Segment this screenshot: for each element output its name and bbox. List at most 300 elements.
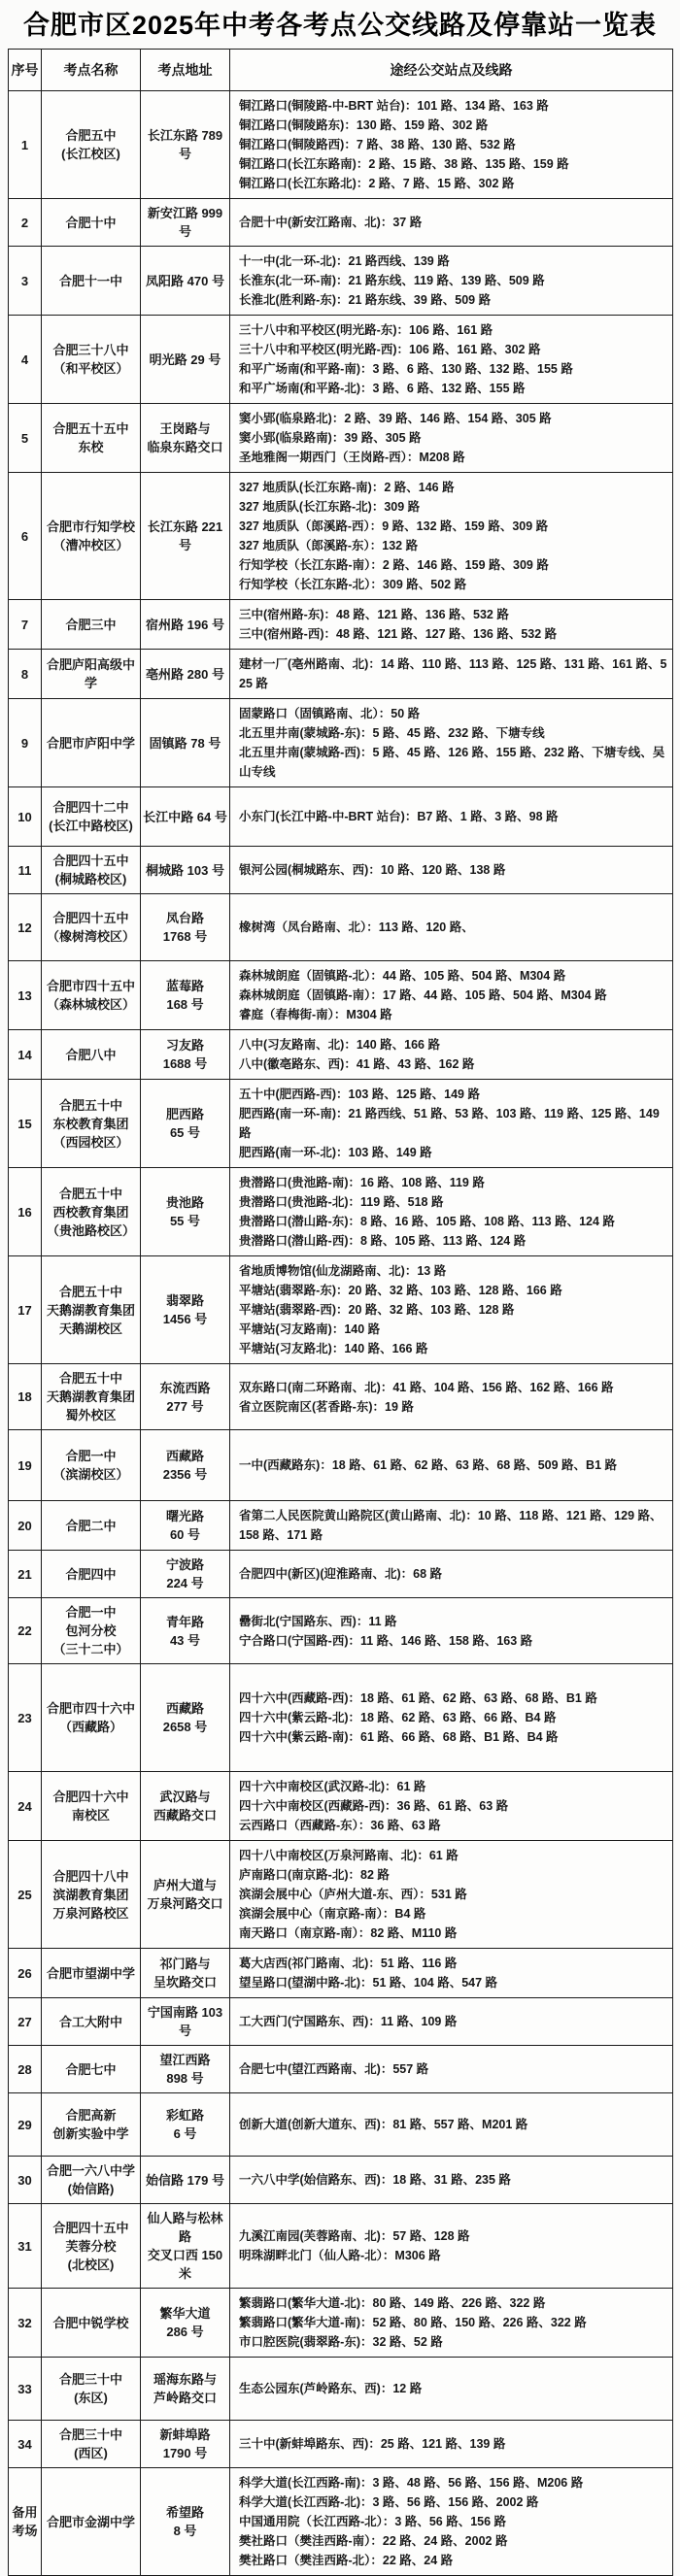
- site-name: [42, 2358, 141, 2421]
- cell-line: 277 号: [166, 1398, 204, 1414]
- row-number: [9, 1598, 42, 1664]
- page-title: 合肥市区2025年中考各考点公交线路及停靠站一览表: [22, 11, 658, 40]
- cell-line: 28: [17, 2061, 32, 2077]
- cell-line: 168 号: [166, 997, 204, 1013]
- table-row: [9, 1080, 673, 1168]
- cell-line: 交叉口西 150 米: [147, 2248, 223, 2282]
- cell-line: 创新实验中学: [52, 2126, 129, 2142]
- routes-cell: [230, 2358, 673, 2421]
- cell-line: (始信路): [67, 2182, 115, 2197]
- cell-line: 武汉路与: [159, 1790, 211, 1805]
- site-address: [141, 2358, 230, 2421]
- cell-line: 16: [17, 1204, 32, 1220]
- route-line: 贵潜路口(贵池路-南)：16 路、108 路、119 路: [239, 1176, 485, 1190]
- route-line: 三十中(新蚌埠路东、西)：25 路、121 路、139 路: [239, 2437, 506, 2452]
- route-line: 宁合路口(宁国路-西)：11 路、146 路、158 路、163 路: [239, 1633, 533, 1648]
- table-row: [9, 1430, 673, 1501]
- route-line: 银河公园(桐城路东、西)：10 路、120 路、138 路: [239, 863, 506, 878]
- route-line: 科学大道(长江西路-南)：3 路、48 路、56 路、156 路、M206 路: [239, 2476, 584, 2491]
- cell-line: 蜀外校区: [65, 1408, 117, 1423]
- routes-cell: [230, 600, 673, 650]
- site-name: [42, 2093, 141, 2157]
- cell-line: 繁华大道: [159, 2306, 211, 2322]
- cell-line: （森林城校区）: [46, 997, 135, 1013]
- cell-line: 合肥十中: [65, 215, 117, 230]
- cell-line: 合肥一中: [65, 1605, 117, 1621]
- table-row: [9, 2358, 673, 2421]
- cell-line: 合肥三十中: [58, 2427, 122, 2443]
- routes-cell: [230, 2093, 673, 2157]
- row-number: [9, 894, 42, 961]
- route-line: 三十八中和平校区(明光路-西)：106 路、161 路、302 路: [239, 343, 541, 357]
- table-row: [9, 1772, 673, 1841]
- cell-line: 长江东路 221 号: [147, 519, 223, 553]
- cell-line: 东流西路: [159, 1380, 211, 1395]
- site-address: [141, 2421, 230, 2468]
- route-line: 和平广场南(和平路-北)：3 路、6 路、132 路、155 路: [239, 382, 526, 396]
- table-row: [9, 2204, 673, 2289]
- site-name: [42, 650, 141, 699]
- cell-line: 13: [17, 987, 32, 1003]
- route-line: 创新大道(创新大道东、西)：81 路、557 路、M201 路: [239, 2118, 528, 2132]
- cell-line: 桐城路 103 号: [146, 862, 224, 878]
- table-row: [9, 1551, 673, 1598]
- site-name: [42, 1168, 141, 1256]
- cell-line: 贵池路: [165, 1195, 204, 1211]
- cell-line: 合肥二中: [65, 1518, 117, 1533]
- route-line: 合肥十中(新安江路南、北)：37 路: [239, 216, 423, 230]
- route-line: 八中(习友路南、北)：140 路、166 路: [239, 1038, 440, 1053]
- site-address: [141, 2093, 230, 2157]
- route-line: 四十六中南校区(武汉路-北)：61 路: [239, 1780, 426, 1794]
- table-row: [9, 1598, 673, 1664]
- cell-line: 14: [17, 1047, 32, 1062]
- row-number: [9, 1168, 42, 1256]
- row-number: [9, 199, 42, 247]
- cell-line: 始信路 179 号: [146, 2172, 224, 2188]
- route-line: 五十中(肥西路-西)：103 路、125 路、149 路: [239, 1087, 480, 1102]
- row-number: [9, 2358, 42, 2421]
- cell-line: 2658 号: [162, 1720, 208, 1735]
- row-number: [9, 1949, 42, 1998]
- cell-line: 43 号: [169, 1632, 201, 1648]
- route-line: 南天路口（南京路-南）：82 路、M110 路: [239, 1926, 458, 1941]
- route-line: 睿庭（春梅街-南）：M304 路: [239, 1008, 392, 1022]
- route-line: 九溪江南园(芙蓉路南、北)：57 路、128 路: [239, 2229, 470, 2244]
- route-line: 一中(西藏路东)：18 路、61 路、62 路、63 路、68 路、509 路、B1 路: [239, 1458, 617, 1473]
- route-line: 市口腔医院(翡翠路-东)：32 路、52 路: [239, 2335, 443, 2350]
- cell-line: 西藏路交口: [153, 1808, 217, 1823]
- cell-line: 合肥十一中: [58, 273, 122, 288]
- route-line: 四十八中南校区(万泉河路南、北)：61 路: [239, 1849, 459, 1863]
- cell-line: 备用: [12, 2505, 38, 2521]
- cell-line: 合工大附中: [58, 2014, 122, 2029]
- cell-line: 23: [17, 1710, 32, 1725]
- site-address: [141, 894, 230, 961]
- routes-cell: [230, 1430, 673, 1501]
- site-address: [141, 1168, 230, 1256]
- route-line: 明珠湖畔北门（仙人路-北）：M306 路: [239, 2249, 441, 2263]
- table-row: [9, 2157, 673, 2204]
- route-line: 铜江路口(铜陵路-中-BRT 站台)：101 路、134 路、163 路: [239, 99, 549, 114]
- route-line: 窦小郢(临泉路北)：2 路、39 路、146 路、154 路、305 路: [239, 412, 552, 426]
- cell-line: 15: [17, 1116, 32, 1131]
- routes-cell: [230, 1598, 673, 1664]
- row-number: [9, 961, 42, 1030]
- table-header: [9, 50, 673, 91]
- cell-line: （西藏路）: [58, 1720, 122, 1735]
- route-line: 贵潜路口(贵池路-北)：119 路、518 路: [239, 1195, 444, 1210]
- cell-line: （贵池路校区）: [46, 1222, 135, 1238]
- cell-line: 合肥八中: [65, 1047, 117, 1062]
- row-number: [9, 2204, 42, 2289]
- route-line: 平塘站(习友路南)：140 路: [239, 1322, 381, 1337]
- route-line: 和平广场南(和平路-南)：3 路、6 路、130 路、132 路、155 路: [239, 362, 573, 377]
- cell-line: 天鹅湖教育集团: [46, 1302, 135, 1318]
- route-line: 合肥四中(新区)(迎淮路南、北)：68 路: [239, 1567, 443, 1582]
- route-line: 327 地质队(长江东路-南)：2 路、146 路: [239, 481, 455, 495]
- cell-line: 898 号: [166, 2071, 204, 2087]
- route-line: 铜江路口(长江东路南)：2 路、15 路、38 路、135 路、159 路: [239, 157, 569, 172]
- cell-line: 合肥四十六中: [52, 1790, 129, 1805]
- site-address: [141, 1080, 230, 1168]
- route-line: 肥西路(南一环-南)：21 路西线、51 路、53 路、103 路、119 路、125 路、149 路: [239, 1107, 660, 1141]
- site-name: [42, 2046, 141, 2093]
- cell-line: 曙光路: [165, 1509, 204, 1524]
- site-name: [42, 1664, 141, 1772]
- row-number: [9, 1364, 42, 1430]
- route-line: 繁翡路口(繁华大道-南)：52 路、80 路、150 路、226 路、322 路: [239, 2316, 587, 2330]
- cell-line: 合肥五中: [65, 128, 117, 144]
- cell-line: (桐城路校区): [54, 872, 127, 887]
- table-row: [9, 473, 673, 600]
- routes-cell: [230, 2204, 673, 2289]
- cell-line: 南校区: [71, 1808, 110, 1823]
- site-name: [42, 1080, 141, 1168]
- cell-line: （和平校区）: [52, 361, 129, 377]
- cell-line: 1688 号: [162, 1056, 208, 1072]
- table-row: [9, 91, 673, 199]
- site-address: [141, 2289, 230, 2358]
- site-address: [141, 961, 230, 1030]
- cell-line: 31: [17, 2238, 32, 2254]
- cell-line: 考场: [12, 2524, 38, 2539]
- row-number: [9, 2421, 42, 2468]
- site-address: [141, 1841, 230, 1949]
- site-name: [42, 473, 141, 600]
- routes-cell: [230, 1949, 673, 1998]
- table-row: [9, 316, 673, 404]
- site-name: [42, 247, 141, 316]
- table-row: [9, 404, 673, 473]
- row-number: [9, 600, 42, 650]
- cell-line: 11: [17, 862, 32, 878]
- col-header-site-address: 考点地址: [141, 50, 230, 91]
- cell-line: 65 号: [169, 1125, 201, 1141]
- route-line: 森林城朗庭（固镇路-北）：44 路、105 路、504 路、M304 路: [239, 969, 566, 984]
- col-header-routes: 途经公交站点及线路: [230, 50, 673, 91]
- row-number: [9, 2157, 42, 2204]
- cell-line: 60 号: [169, 1527, 201, 1543]
- row-number: [9, 1664, 42, 1772]
- cell-line: 25: [17, 1887, 32, 1902]
- cell-line: 7: [20, 617, 29, 632]
- cell-line: 1790 号: [162, 2446, 208, 2461]
- cell-line: 合肥四十五中: [52, 2220, 129, 2235]
- site-name: [42, 1551, 141, 1598]
- cell-line: 21: [17, 1566, 32, 1582]
- row-number: [9, 1501, 42, 1551]
- route-line: 北五里井南(蒙城路-东)：5 路、45 路、232 路、下塘专线: [239, 726, 545, 741]
- cell-line: 习友路: [165, 1038, 204, 1054]
- cell-line: 新蚌埠路: [159, 2427, 211, 2443]
- cell-line: 24: [17, 1798, 32, 1814]
- cell-line: 合肥三中: [65, 617, 117, 632]
- cell-line: 万泉河路校区: [52, 1905, 129, 1921]
- row-number: [9, 699, 42, 787]
- route-line: 滨湖会展中心（南京路-南）：B4 路: [239, 1907, 426, 1922]
- route-line: 贵潜路口(潜山路-东)：8 路、16 路、105 路、108 路、113 路、124 路: [239, 1215, 615, 1229]
- routes-cell: [230, 247, 673, 316]
- site-name: [42, 91, 141, 199]
- cell-line: 呈坎路交口: [153, 1975, 217, 1991]
- table-row: [9, 1501, 673, 1551]
- cell-line: 4: [20, 351, 29, 367]
- cell-line: 19: [17, 1457, 32, 1473]
- site-name: [42, 2289, 141, 2358]
- cell-line: （滨湖校区）: [52, 1467, 129, 1483]
- site-name: [42, 787, 141, 847]
- cell-line: 包河分校: [65, 1623, 117, 1639]
- row-number: [9, 473, 42, 600]
- site-address: [141, 2204, 230, 2289]
- cell-line: 天鹅湖校区: [58, 1321, 122, 1336]
- route-line: 铜江路口(铜陵路东)：130 路、159 路、302 路: [239, 118, 489, 133]
- table-row: [9, 2046, 673, 2093]
- cell-line: 宁国南路 103 号: [147, 2005, 223, 2039]
- route-line: 三中(宿州路-西)：48 路、121 路、127 路、136 路、532 路: [239, 627, 558, 642]
- header-row: [9, 50, 673, 91]
- row-number: [9, 91, 42, 199]
- routes-cell: [230, 473, 673, 600]
- cell-line: 34: [17, 2436, 32, 2452]
- route-line: 327 地质队（郎溪路-东）：132 路: [239, 539, 419, 553]
- route-line: 双东路口(南二环路南、北)：41 路、104 路、156 路、162 路、166 路: [239, 1380, 614, 1394]
- site-address: [141, 2468, 230, 2576]
- routes-cell: [230, 2421, 673, 2468]
- cell-line: 合肥一六八中学: [46, 2163, 135, 2179]
- cell-line: 合肥市四十五中: [46, 979, 135, 994]
- route-line: 北五里井南(蒙城路-西)：5 路、45 路、126 路、155 路、232 路、下塘专线、吴山专线: [239, 746, 665, 780]
- cell-line: 22: [17, 1623, 32, 1639]
- route-line: 八中(徽亳路东、西)：41 路、43 路、162 路: [239, 1057, 475, 1072]
- routes-cell: [230, 91, 673, 199]
- table-row: [9, 1168, 673, 1256]
- site-address: [141, 2157, 230, 2204]
- cell-line: 合肥四十五中: [52, 853, 129, 869]
- cell-line: (长江校区): [61, 147, 120, 162]
- cell-line: 18: [17, 1389, 32, 1405]
- site-address: [141, 1501, 230, 1551]
- site-name: [42, 961, 141, 1030]
- routes-cell: [230, 699, 673, 787]
- site-name: [42, 847, 141, 894]
- cell-line: 33: [17, 2381, 32, 2396]
- site-name: [42, 1598, 141, 1664]
- cell-line: （漕冲校区）: [52, 538, 129, 553]
- route-line: 327 地质队（郎溪路-西）：9 路、132 路、159 路、309 路: [239, 519, 549, 534]
- site-name: [42, 1772, 141, 1841]
- route-line: 固蒙路口（固镇路南、北）：50 路: [239, 707, 421, 721]
- table-row: [9, 1664, 673, 1772]
- site-name: [42, 2157, 141, 2204]
- cell-line: 2356 号: [162, 1467, 208, 1483]
- cell-line: 合肥四十五中: [52, 911, 129, 926]
- route-line: 望呈路口(望湖中路-北)：51 路、104 路、547 路: [239, 1976, 498, 1991]
- routes-cell: [230, 847, 673, 894]
- row-number: [9, 650, 42, 699]
- route-line: 平塘站(翡翠路-东)：20 路、32 路、103 路、128 路、166 路: [239, 1284, 562, 1298]
- site-address: [141, 1256, 230, 1364]
- cell-line: 合肥五十五中: [52, 421, 129, 437]
- cell-line: 合肥中锐学校: [52, 2315, 129, 2330]
- site-address: [141, 316, 230, 404]
- table-row: [9, 650, 673, 699]
- route-line: 罍街北(宁国路东、西)：11 路: [239, 1614, 397, 1628]
- site-name: [42, 2421, 141, 2468]
- route-line: 葛大店西(祁门路南、北)：51 路、116 路: [239, 1957, 458, 1971]
- cell-line: 合肥四十八中: [52, 1868, 129, 1884]
- table-row: [9, 699, 673, 787]
- cell-line: 宁波路: [165, 1557, 204, 1573]
- route-line: 四十六中南校区(西藏路-西)：36 路、61 路、63 路: [239, 1799, 509, 1814]
- route-line: 繁翡路口(繁华大道-北)：80 路、149 路、226 路、322 路: [239, 2296, 546, 2311]
- route-line: 樊社路口（樊洼西路-北）：22 路、24 路: [239, 2554, 454, 2568]
- cell-line: 芦岭路交口: [153, 2391, 217, 2406]
- routes-cell: [230, 787, 673, 847]
- routes-cell: [230, 2046, 673, 2093]
- cell-line: (东区): [74, 2391, 108, 2406]
- site-name: [42, 2204, 141, 2289]
- routes-cell: [230, 894, 673, 961]
- cell-line: 合肥三十八中: [52, 343, 129, 358]
- row-number: [9, 2093, 42, 2157]
- site-address: [141, 91, 230, 199]
- route-line: 滨湖会展中心（庐州大道-东、西）：531 路: [239, 1888, 467, 1902]
- cell-line: 合肥一中: [65, 1449, 117, 1464]
- cell-line: 合肥四中: [65, 1566, 117, 1582]
- table-row: [9, 1998, 673, 2046]
- site-name: [42, 600, 141, 650]
- row-number: [9, 1080, 42, 1168]
- table-row: [9, 2421, 673, 2468]
- route-line: 四十六中(紫云路-北)：18 路、62 路、63 路、66 路、B4 路: [239, 1711, 557, 1725]
- row-number: [9, 1430, 42, 1501]
- cell-line: 9: [20, 735, 29, 751]
- routes-cell: [230, 2157, 673, 2204]
- cell-line: (长江中路校区): [49, 819, 133, 834]
- row-number: [9, 2468, 42, 2576]
- table-row: [9, 961, 673, 1030]
- site-name: [42, 1841, 141, 1949]
- cell-line: 合肥市庐阳中学: [46, 735, 135, 751]
- route-line: 窦小郢(临泉路南)：39 路、305 路: [239, 431, 422, 446]
- site-address: [141, 1598, 230, 1664]
- cell-line: 宿州路 196 号: [146, 617, 224, 632]
- cell-line: 55 号: [169, 1214, 201, 1229]
- cell-line: 新安江路 999 号: [147, 206, 223, 240]
- cell-line: 临泉东路交口: [147, 440, 223, 455]
- site-address: [141, 247, 230, 316]
- cell-line: 1456 号: [162, 1312, 208, 1327]
- row-number: [9, 2289, 42, 2358]
- route-line: 长淮东(北一环-南)：21 路东线、119 路、139 路、509 路: [239, 274, 545, 288]
- row-number: [9, 1030, 42, 1080]
- cell-line: 286 号: [166, 2325, 204, 2340]
- route-line: 平塘站(习友路北)：140 路、166 路: [239, 1342, 428, 1356]
- cell-line: (西区): [74, 2446, 108, 2461]
- cell-line: 祁门路与: [159, 1957, 211, 1972]
- col-header-number: 序号: [9, 50, 42, 91]
- cell-line: 东校教育集团: [52, 1116, 129, 1131]
- site-address: [141, 473, 230, 600]
- site-name: [42, 1998, 141, 2046]
- routes-cell: [230, 1551, 673, 1598]
- cell-line: 合肥五十中: [58, 1371, 122, 1387]
- site-name: [42, 316, 141, 404]
- route-line: 省第二人民医院黄山路院区(黄山路南、北)：10 路、118 路、121 路、129 路、158 路、171 路: [239, 1509, 663, 1543]
- table-row: [9, 847, 673, 894]
- route-line: 橡树湾（凤台路南、北）：113 路、120 路、: [239, 920, 474, 935]
- cell-line: 合肥四十二中: [52, 800, 129, 816]
- route-line: 四十六中(紫云路-南)：61 路、66 路、68 路、B1 路、B4 路: [239, 1730, 559, 1745]
- routes-cell: [230, 316, 673, 404]
- cell-line: 固镇路 78 号: [149, 735, 221, 751]
- cell-line: 西校教育集团: [52, 1204, 129, 1220]
- cell-line: 仙人路与松林路: [147, 2211, 223, 2245]
- routes-cell: [230, 1841, 673, 1949]
- routes-cell: [230, 1664, 673, 1772]
- routes-cell: [230, 404, 673, 473]
- route-line: 一六八中学(始信路东、西)：18 路、31 路、235 路: [239, 2173, 511, 2188]
- site-name: [42, 894, 141, 961]
- cell-line: 西藏路: [165, 1701, 204, 1717]
- route-line: 合肥七中(望江西路南、北)：557 路: [239, 2062, 429, 2077]
- cell-line: 凤阳路 470 号: [146, 273, 224, 288]
- routes-cell: [230, 199, 673, 247]
- route-line: 生态公园东(芦岭路东、西)：12 路: [239, 2382, 423, 2396]
- row-number: [9, 847, 42, 894]
- cell-line: 合肥五十中: [58, 1097, 122, 1113]
- site-name: [42, 1430, 141, 1501]
- cell-line: 肥西路: [165, 1107, 204, 1122]
- site-address: [141, 1949, 230, 1998]
- cell-line: 6 号: [173, 2126, 197, 2142]
- cell-line: 合肥市四十六中: [46, 1701, 135, 1717]
- cell-line: 1768 号: [162, 929, 208, 945]
- cell-line: 17: [17, 1302, 32, 1318]
- cell-line: 合肥市金湖中学: [46, 2514, 135, 2529]
- site-name: [42, 1364, 141, 1430]
- cell-line: 长江中路 64 号: [143, 809, 227, 824]
- route-line: 行知学校（长江东路-北）：309 路、502 路: [239, 578, 467, 592]
- routes-cell: [230, 650, 673, 699]
- row-number: [9, 1998, 42, 2046]
- exam-site-bus-table: [8, 49, 673, 2576]
- cell-line: 王岗路与: [159, 421, 211, 437]
- cell-line: 合肥市行知学校: [46, 519, 135, 535]
- cell-line: （橡树湾校区）: [46, 929, 135, 945]
